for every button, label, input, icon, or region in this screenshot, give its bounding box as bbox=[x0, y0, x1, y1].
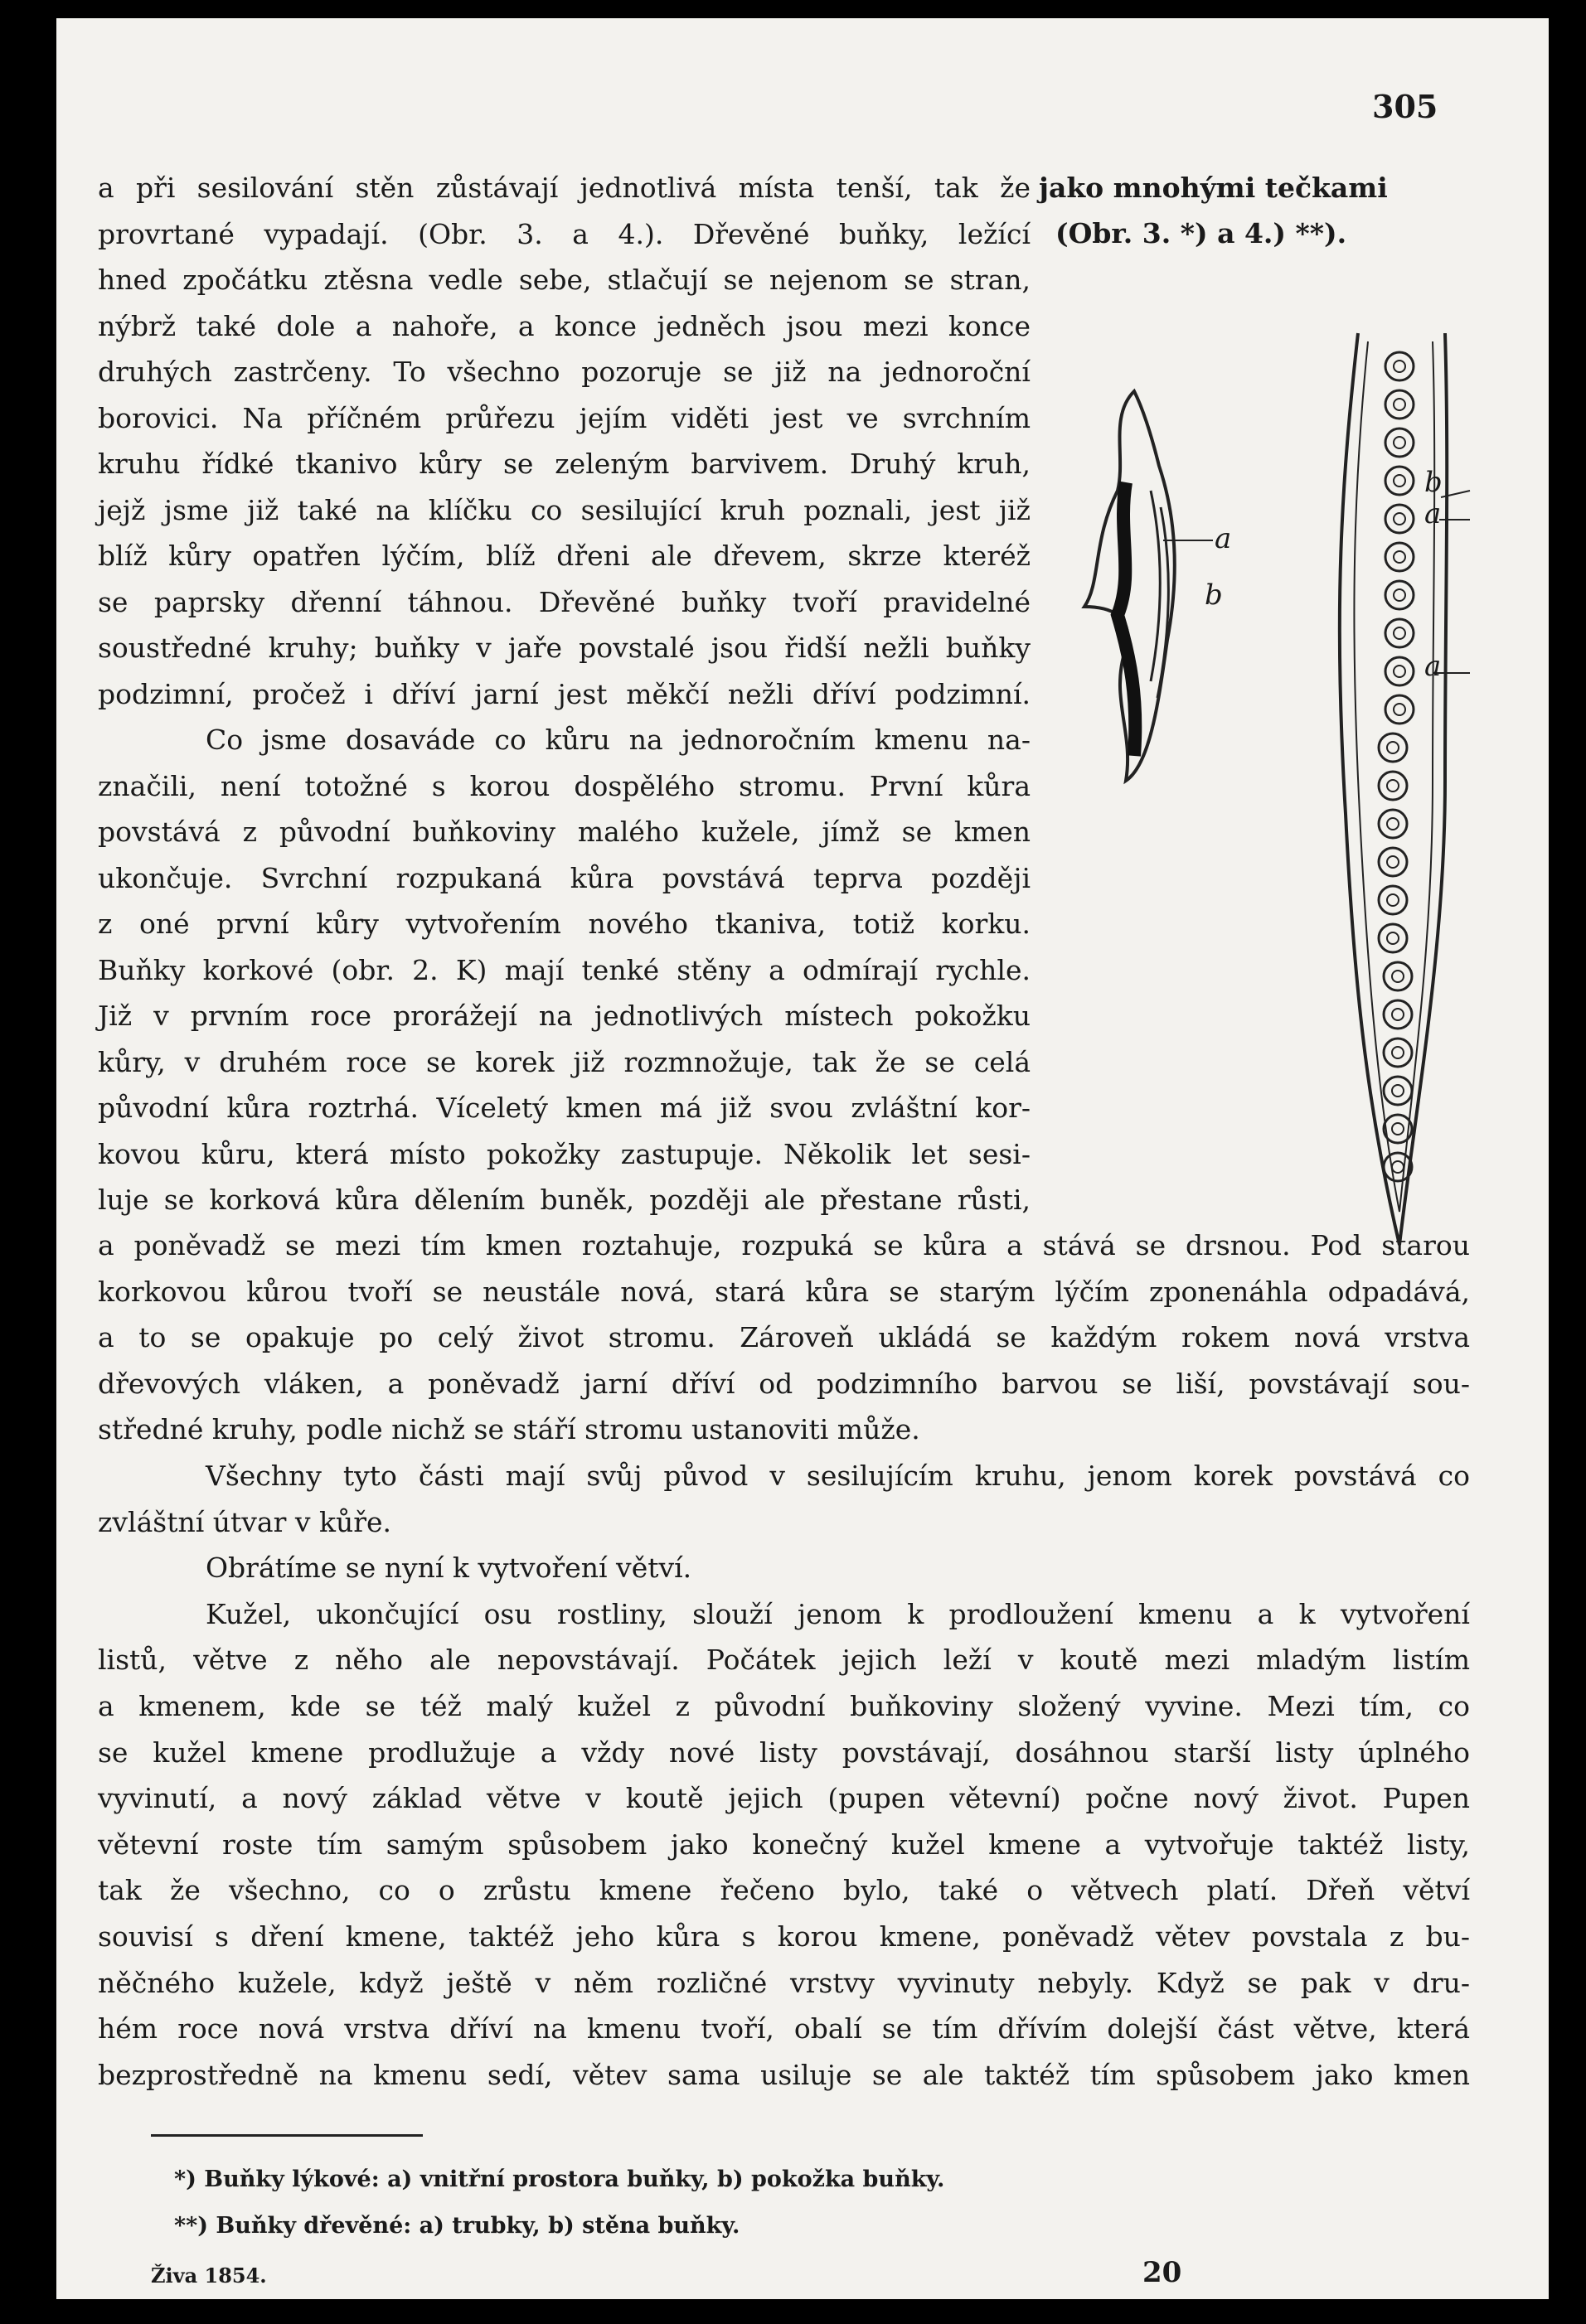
fig4-pit-aperture bbox=[1392, 1085, 1404, 1097]
text-line: druhých zastrčeny. To všechno pozoruje se již na jednoroční bbox=[98, 356, 1031, 388]
fig4-pit-aperture bbox=[1387, 742, 1399, 753]
footnote: **) Buňky dřevěné: a) trubky, b) stěna buňky. bbox=[174, 2213, 740, 2239]
fig4-pit-aperture bbox=[1392, 1009, 1404, 1020]
text-line: a poněvadž se mezi tím kmen roztahuje, rozpuká se kůra a stává se drsnou. Pod starou bbox=[98, 1229, 1470, 1261]
text-line: větevní roste tím samým spůsobem jako konečný kužel kmene a vytvořuje taktéž listy, bbox=[98, 1828, 1470, 1861]
text-line: dřevových vláken, a poněvadž jarní dříví od podzimního barvou se liší, povstávají sou- bbox=[98, 1367, 1470, 1400]
text-line: se kužel kmene prodlužuje a vždy nové listy povstávají, dosáhnou starší listy úplného bbox=[98, 1736, 1470, 1769]
footnote: *) Buňky lýkové: a) vnitřní prostora buňky, b) pokožka buňky. bbox=[174, 2167, 945, 2192]
page-number: 305 bbox=[1372, 88, 1438, 125]
fig4-pit-aperture bbox=[1394, 704, 1405, 715]
fig4-pit bbox=[1384, 1153, 1412, 1181]
fig4-pit bbox=[1385, 543, 1414, 571]
text-line: Již v prvním roce prorážejí na jednotlivých místech pokožku bbox=[98, 1000, 1031, 1032]
footer-signature: 20 bbox=[1142, 2256, 1182, 2289]
text-line: a to se opakuje po celý život stromu. Zároveň ukládá se každým rokem nová vrstva bbox=[98, 1321, 1470, 1354]
figure-caption-line: (Obr. 3. *) a 4.) **). bbox=[1055, 217, 1347, 249]
text-line: borovici. Na příčném průřezu jejím viděti jest ve svrchním bbox=[98, 401, 1031, 434]
fig4-pit-aperture bbox=[1394, 361, 1405, 372]
fig4-pit-aperture bbox=[1394, 627, 1405, 639]
text-line: povstává z původní buňkoviny malého kužele, jímž se kmen bbox=[98, 816, 1031, 848]
footer-left: Živa 1854. bbox=[151, 2263, 267, 2288]
fig4-pit bbox=[1379, 886, 1407, 914]
fig4-pit-aperture bbox=[1392, 971, 1404, 982]
text-line: značili, není totožné s korou dospělého stromu. První kůra bbox=[98, 769, 1031, 802]
text-line: středné kruhy, podle nichž se stáří stromu ustanoviti může. bbox=[98, 1413, 920, 1446]
fig4-pit bbox=[1379, 924, 1407, 952]
fig3-wall-line bbox=[1151, 491, 1160, 681]
text-line: něčného kužele, když ještě v něm rozličné vrstvy vyvinuty nebyly. Když se pak v dru- bbox=[98, 1966, 1470, 1999]
text-line: blíž kůry opatřen lýčím, blíž dřeni ale dřevem, skrze kteréž bbox=[98, 540, 1031, 572]
text-line: kruhu řídké tkanivo kůry se zeleným barvivem. Druhý kruh, bbox=[98, 448, 1031, 480]
text-line: původní kůra roztrhá. Víceletý kmen má již svou zvláštní kor- bbox=[98, 1092, 1031, 1124]
fig4-pit bbox=[1385, 390, 1414, 419]
fig4-pit bbox=[1385, 467, 1414, 495]
text-line: Co jsme dosaváde co kůru na jednoročním kmenu na- bbox=[206, 724, 1031, 756]
text-line: zvláštní útvar v kůře. bbox=[98, 1505, 392, 1538]
text-line: Buňky korkové (obr. 2. K) mají tenké stěny a odmírají rychle. bbox=[98, 953, 1031, 986]
text-line: nýbrž také dole a nahoře, a konce jedněch jsou mezi konce bbox=[98, 309, 1031, 342]
figure-4-wood-cell bbox=[1308, 317, 1474, 1278]
fig4-label-a: a bbox=[1424, 650, 1442, 683]
text-line: kůry, v druhém roce se korek již rozmnožuje, tak že se celá bbox=[98, 1045, 1031, 1078]
text-line: soustředné kruhy; buňky v jaře povstalé jsou řidší nežli buňky bbox=[98, 632, 1031, 664]
fig4-pit-aperture bbox=[1387, 780, 1399, 792]
fig4-pit bbox=[1385, 695, 1414, 724]
fig4-pit bbox=[1379, 772, 1407, 800]
text-line: se paprsky dřenní táhnou. Dřevěné buňky tvoří pravidelné bbox=[98, 585, 1031, 618]
fig4-label-b: b bbox=[1424, 466, 1443, 499]
fig4-label-a: a bbox=[1424, 497, 1442, 530]
text-line: bezprostředně na kmenu sedí, větev sama usiluje se ale taktéž tím spůsobem jako kmen bbox=[98, 2058, 1470, 2091]
fig4-pit bbox=[1379, 848, 1407, 876]
fig4-pit-aperture bbox=[1394, 437, 1405, 448]
text-line: kovou kůru, která místo pokožky zastupuje. Několik let sesi- bbox=[98, 1137, 1031, 1170]
fig4-pit bbox=[1385, 505, 1414, 533]
text-line: korkovou kůrou tvoří se neustále nová, stará kůra se starým lýčím zponenáhla odpadává, bbox=[98, 1275, 1470, 1308]
fig4-pit-aperture bbox=[1392, 1123, 1404, 1135]
text-line: luje se korková kůra dělením buněk, později ale přestane růsti, bbox=[98, 1184, 1031, 1216]
figure-caption-line: jako mnohými tečkami bbox=[1039, 172, 1388, 204]
figure-3-bast-cell bbox=[1060, 366, 1225, 797]
fig3-label-b: b bbox=[1205, 579, 1223, 612]
fig4-pit-aperture bbox=[1392, 1161, 1404, 1173]
text-line: Obrátíme se nyní k vytvoření větví. bbox=[206, 1552, 692, 1585]
fig4-pit bbox=[1384, 1000, 1412, 1029]
fig4-pit bbox=[1385, 352, 1414, 380]
text-line: provrtané vypadají. (Obr. 3. a 4.). Dřevěné buňky, ležící bbox=[98, 217, 1031, 250]
text-line: z oné první kůry vytvořením nového tkaniva, totiž korku. bbox=[98, 908, 1031, 940]
fig4-pit-aperture bbox=[1394, 475, 1405, 487]
fig4-pit-aperture bbox=[1387, 856, 1399, 868]
fig4-pit-aperture bbox=[1387, 818, 1399, 830]
fig4-pit bbox=[1384, 962, 1412, 990]
fig4-pit bbox=[1384, 1077, 1412, 1105]
scanned-page bbox=[56, 18, 1549, 2299]
text-line: podzimní, pročež i dříví jarní jest měkčí nežli dříví podzimní. bbox=[98, 677, 1031, 710]
text-line: Kužel, ukončující osu rostliny, slouží jenom k prodloužení kmenu a k vytvoření bbox=[206, 1597, 1470, 1630]
fig4-pit-aperture bbox=[1394, 551, 1405, 563]
text-line: a kmenem, kde se též malý kužel z původní buňkoviny složený vyvine. Mezi tím, co bbox=[98, 1690, 1470, 1722]
text-line: tak že všechno, co o zrůstu kmene řečeno bylo, také o větvech platí. Dřeň větví bbox=[98, 1874, 1470, 1907]
fig4-pit bbox=[1379, 810, 1407, 838]
text-line: souvisí s dření kmene, taktéž jeho kůra s korou kmene, poněvadž větev povstala z bu- bbox=[98, 1920, 1470, 1953]
text-line: hned zpočátku ztěsna vedle sebe, stlačují se nejenom se stran, bbox=[98, 264, 1031, 296]
fig4-pit-aperture bbox=[1394, 589, 1405, 601]
fig3-inner-cavity bbox=[1118, 482, 1135, 756]
fig3-label-a: a bbox=[1215, 522, 1232, 555]
fig4-pit bbox=[1385, 619, 1414, 647]
fig4-pit bbox=[1385, 428, 1414, 457]
fig4-pit bbox=[1385, 581, 1414, 609]
fig4-pit bbox=[1385, 657, 1414, 685]
text-line: vyvinutí, a nový základ větve v koutě jejich (pupen větevní) počne nový život. Pupen bbox=[98, 1782, 1470, 1815]
text-line: a při sesilování stěn zůstávají jednotlivá místa tenší, tak že bbox=[98, 172, 1031, 204]
fig4-pit-aperture bbox=[1387, 894, 1399, 906]
fig4-pit-aperture bbox=[1394, 513, 1405, 525]
text-line: hém roce nová vrstva dříví na kmenu tvoří, obalí se tím dřívím dolejší část větve, která bbox=[98, 2012, 1470, 2046]
fig4-pit-aperture bbox=[1394, 666, 1405, 677]
text-line: jejž jsme již také na klíčku co sesilující kruh poznali, jest již bbox=[98, 493, 1031, 526]
fig4-pit bbox=[1379, 734, 1407, 762]
fig4-pit-aperture bbox=[1392, 1047, 1404, 1058]
fig4-pit-aperture bbox=[1394, 399, 1405, 410]
footnote-separator bbox=[151, 2134, 423, 2137]
text-line: Všechny tyto části mají svůj původ v sesilujícím kruhu, jenom korek povstává co bbox=[206, 1460, 1470, 1492]
text-line: listů, větve z něho ale nepovstávají. Počátek jejich leží v koutě mezi mladým listím bbox=[98, 1644, 1470, 1677]
text-line: ukončuje. Svrchní rozpukaná kůra povstává teprva později bbox=[98, 861, 1031, 894]
fig4-pit-aperture bbox=[1387, 932, 1399, 944]
fig4-pit bbox=[1384, 1039, 1412, 1067]
